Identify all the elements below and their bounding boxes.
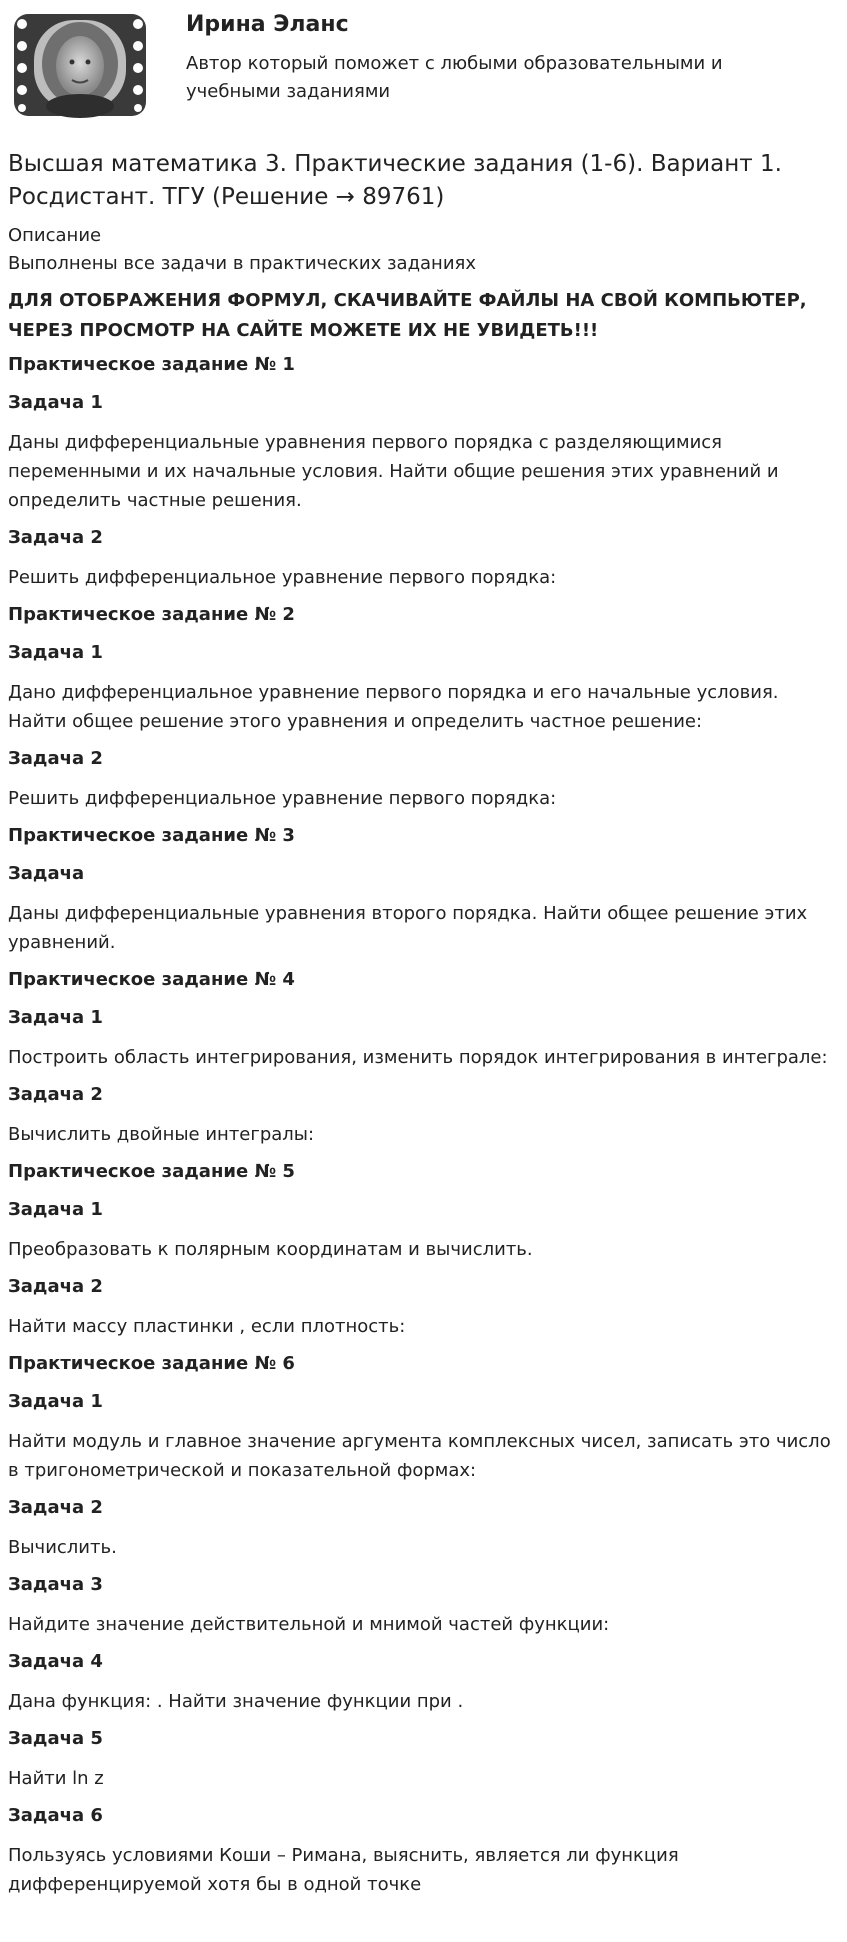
problem-text: Дана функция: . Найти значение функции при . — [8, 1691, 464, 1712]
problem-text: Вычислить двойные интегралы: — [8, 1124, 315, 1145]
avatar[interactable] — [6, 6, 154, 124]
problem-text: Вычислить. — [8, 1537, 117, 1558]
problem-text: Дано дифференциальное уравнение первого порядка и его начальные условия. Найти общее решение этого уравнения и определить частное решение: — [8, 682, 779, 732]
task-header: Практическое задание № 1 — [8, 354, 295, 375]
problem-title: Задача 1 — [8, 1199, 103, 1220]
problem-title: Задача 2 — [8, 527, 103, 548]
problem-text: Найти ln z — [8, 1768, 104, 1789]
problem-text: Найти массу пластинки , если плотность: — [8, 1316, 406, 1337]
problem-title: Задача 4 — [8, 1651, 103, 1672]
problem-title: Задача 2 — [8, 748, 103, 769]
description-text: Выполнены все задачи в практических заданиях — [8, 253, 477, 274]
problem-title: Задача 1 — [8, 392, 103, 413]
description-label: Описание — [8, 225, 102, 246]
task-header: Практическое задание № 2 — [8, 604, 295, 625]
problem-title: Задача 2 — [8, 1497, 103, 1518]
author-header — [0, 0, 847, 140]
formula-download-warning: ДЛЯ ОТОБРАЖЕНИЯ ФОРМУЛ, СКАЧИВАЙТЕ ФАЙЛЫ НА СВОЙ КОМПЬЮТЕР, ЧЕРЕЗ ПРОСМОТР НА САЙТЕ МОЖЕТЕ ИХ НЕ УВИДЕТЬ!!! — [8, 290, 807, 341]
problem-text: Решить дифференциальное уравнение первого порядка: — [8, 788, 557, 809]
problem-text: Решить дифференциальное уравнение первого порядка: — [8, 567, 557, 588]
task-header: Практическое задание № 5 — [8, 1161, 295, 1182]
problem-text: Найдите значение действительной и мнимой частей функции: — [8, 1614, 610, 1635]
problem-text: Найти модуль и главное значение аргумента комплексных чисел, записать это число в тригонометрической и показательной формах: — [8, 1431, 831, 1481]
problem-title: Задача 5 — [8, 1728, 103, 1749]
problem-title: Задача 3 — [8, 1574, 103, 1595]
problem-text: Пользуясь условиями Коши – Римана, выяснить, является ли функция дифференцируемой хотя бы в одной точке — [8, 1845, 679, 1895]
work-content — [8, 148, 838, 1909]
page-title: Высшая математика 3. Практические задания (1-6). Вариант 1. Росдистант. ТГУ (Решение → 89761) — [8, 151, 782, 210]
problem-text: Построить область интегрирования, изменить порядок интегрирования в интеграле: — [8, 1047, 828, 1068]
problem-text: Даны дифференциальные уравнения второго порядка. Найти общее решение этих уравнений. — [8, 903, 808, 953]
problem-text: Даны дифференциальные уравнения первого порядка с разделяющимися переменными и их начальные условия. Найти общие решения этих уравнений и определить частные решения. — [8, 432, 779, 511]
problem-title: Задача 6 — [8, 1805, 103, 1826]
tasks-list — [8, 352, 838, 1899]
problem-title: Задача — [8, 863, 85, 884]
problem-title: Задача 1 — [8, 1391, 103, 1412]
task-header: Практическое задание № 3 — [8, 825, 295, 846]
task-header: Практическое задание № 6 — [8, 1353, 295, 1374]
author-name[interactable]: Ирина Эланс — [186, 12, 349, 37]
problem-text: Преобразовать к полярным координатам и вычислить. — [8, 1239, 533, 1260]
task-header: Практическое задание № 4 — [8, 969, 295, 990]
avatar-film-frame-image — [6, 6, 154, 124]
problem-title: Задача 1 — [8, 642, 103, 663]
author-description: Автор который поможет с любыми образовательными и учебными заданиями — [186, 53, 723, 102]
problem-title: Задача 2 — [8, 1084, 103, 1105]
problem-title: Задача 2 — [8, 1276, 103, 1297]
problem-title: Задача 1 — [8, 1007, 103, 1028]
